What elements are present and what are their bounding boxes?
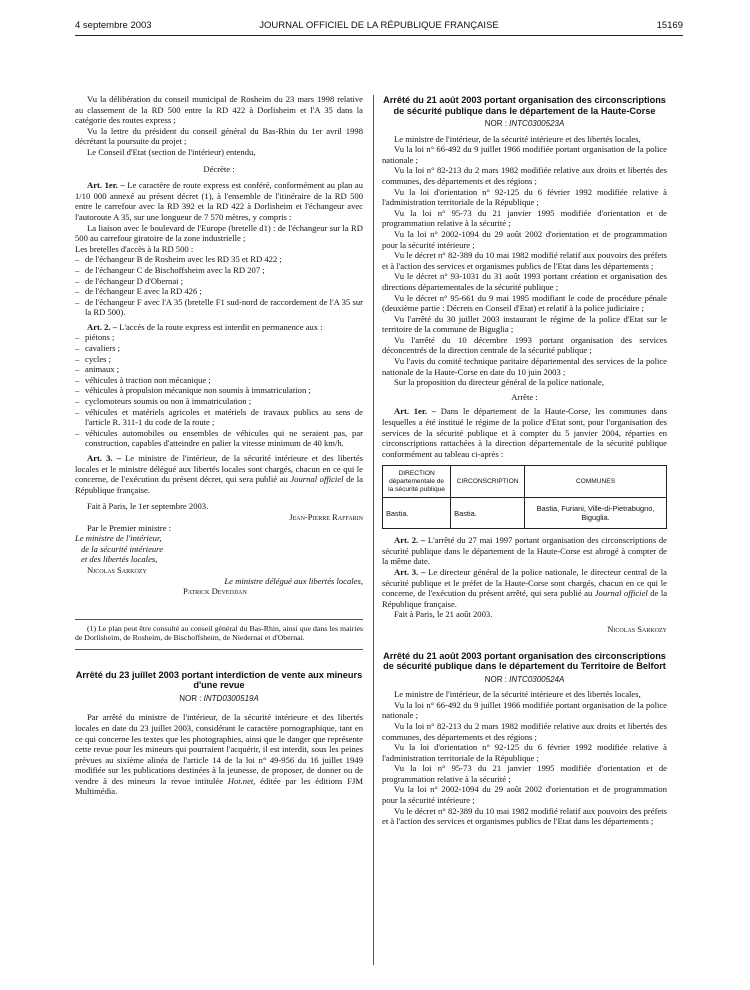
paragraph: Vu la loi d'orientation n° 92-125 du 6 février 1992 modifiée relative à l'administration territoriale de la République ; [382,186,667,208]
nor-line [382,119,667,130]
journal-officiel-ref: Journal officiel [594,588,648,599]
list-item: – véhicules à propulsion mécanique non soumis à immatriculation ; [75,385,363,396]
list-item: – véhicules à traction non mécanique ; [75,375,363,386]
article-text: Le ministre de l'intérieur, de la sécurité intérieure et des libertés locales et le ministre délégué aux libertés locales sont chargés, chacun en ce qui le concerne, de l'exécution du présent décret, qui sera publié au [75,453,363,485]
list-item: – de l'échangeur B de Rosheim avec les RD 35 et RD 422 ; [75,254,363,265]
list-item: – animaux ; [75,364,363,375]
arrete-text [75,712,363,797]
arrete-title: Arrêté du 21 août 2003 portant organisation des circonscriptions de sécurité publique dans le département du Territoire de Belfort [383,650,666,672]
article-text: Le directeur général de la police nationale, le directeur central de la sécurité publique et le préfet de la Haute-Corse sont chargés, chacun en ce qui le concerne, de l'exécution du présent arrêté, qui sera publié au [382,566,667,599]
paragraph: Le ministre de l'intérieur, de la sécurité intérieure et des libertés locales, [394,133,641,144]
fait-line: Fait à Paris, le 1er septembre 2003. [87,501,209,512]
list-item: – de l'échangeur F avec l'A 35 (bretelle F1 sud-nord de raccordement de l'A 35 sur la RD 500). [75,297,363,318]
paragraph: Vu la loi n° 2002-1094 du 29 août 2002 d'orientation et de programmation pour la sécurité intérieure ; [382,784,667,806]
paragraph: Vu l'arrêté du 10 décembre 1993 portant organisation des services déconcentrés de la direction centrale de la sécurité publique ; [382,334,667,356]
table-header: DIRECTION départementale de la sécurité publique [383,466,451,498]
header-journal-title: JOURNAL OFFICIEL DE LA RÉPUBLIQUE FRANÇAISE [259,20,499,31]
paragraph: Vu la loi n° 82-213 du 2 mars 1982 modifiée relative aux droits et libertés des communes, des départements et des régions ; [382,720,667,742]
article-1 [382,406,667,459]
list-item: – de l'échangeur E avec la RD 426 ; [75,286,363,297]
article-2-list [75,332,363,449]
header-page-number: 15169 [656,20,683,31]
nor-label: NOR : [179,693,202,703]
paragraph: La liaison avec le boulevard de l'Europe (bretelle d1) : de l'échangeur sur la RD 500 au carrefour giratoire de la zone industrielle ; [75,222,363,244]
circonscriptions-table [382,465,667,529]
paragraph: éditée par les éditions FJM Multimédia. [75,775,363,797]
right-column [382,95,667,827]
article-heading: Art. 3. – [394,566,426,577]
paragraph: Vu la loi n° 66-492 du 9 juillet 1966 modifiée portant organisation de la police nationale ; [382,699,667,721]
footnote: (1) Le plan peut être consulté au conseil général du Bas-Rhin, ainsi que dans les mairies de Dorlisheim, de Rosheim, de Bischoffsheim, de Niedernai et d'Obernai. [75,623,363,643]
nor-code: INTD0300519A [203,693,259,703]
paragraph: Vu la loi n° 95-73 du 21 janvier 1995 modifiée d'orientation et de programmation relative à la sécurité ; [382,207,667,229]
article-heading: Art. 1er. – [87,180,125,191]
article-text: Le caractère de route express est conféré, conformément au plan au 1/10 000 annexé au présent décret (1), à l'ensemble de l'itinéraire de la RD 500 entre le carrefour avec la RD 392 et la RD 422 à Dorlisheim et l'échangeur avec l'autoroute A 35, sur une longueur de 7 570 mètres, y compris : [75,180,363,222]
signature: Patrick Devedjian [183,586,247,597]
par-line: Par le Premier ministre : [87,522,172,533]
article-text: de la République française. [382,588,668,609]
signature: Nicolas Sarkozy [607,623,667,634]
header-date: 4 septembre 2003 [75,20,152,31]
paragraph: Vu la loi d'orientation n° 92-125 du 6 février 1992 modifiée relative à l'administration territoriale de la République ; [382,742,667,763]
paragraph: Vu la loi n° 66-492 du 9 juillet 1966 modifiée portant organisation de la police nationale ; [382,144,667,165]
arrete-title: Arrêté du 21 août 2003 portant organisation des circonscriptions de sécurité publique dans le département de la Haute-Corse [383,95,666,116]
article-heading: Art. 1er. – [394,406,436,417]
table-cell: Bastia. [383,498,451,529]
paragraph: Vu la lettre du président du conseil général du Bas-Rhin du 1er avril 1998 décrétant la poursuite du projet ; [75,125,363,147]
journal-officiel-ref: Journal officiel [290,474,344,485]
article-1-list [75,254,363,318]
revue-name: Hot.net, [227,775,256,786]
paragraph: Vu l'arrêté du 30 juillet 2003 instaurant le régime de la police d'Etat sur le territoire de la commune de Biguglia ; [382,313,667,335]
list-item: – de l'échangeur C de Bischoffsheim avec la RD 207 ; [75,265,363,276]
article-3 [75,453,363,495]
article-heading: Art. 3. – [87,453,121,463]
article-2 [382,535,667,567]
article-text: Dans le département de la Haute-Corse, les communes dans lesquelles a été institué le régime de la police d'Etat sont, pour l'organisation des services de la sécurité publique et à compter du 5 janvier 2004, réparties en circonscriptions rattachées à la direction départementale de la sécurité publique conformément au tableau ci-après : [382,406,667,459]
paragraph: Les bretelles d'accès à la RD 500 : [75,243,194,254]
article-3 [382,567,667,609]
list-item: – piétons ; [75,332,363,343]
minister-title: et des libertés locales, [81,554,158,565]
paragraph: Vu l'avis du comité technique paritaire départemental des services de la police nationale de la Haute-Corse en date du 10 juin 2003 ; [382,356,667,377]
arrete-heading: Arrête : [511,391,538,402]
article-text: L'accès de la route express est interdit en permanence aux : [119,321,323,332]
nor-line [382,675,667,686]
list-item: – cycles ; [75,354,363,365]
paragraph: Vu le décret n° 93-1031 du 31 août 1993 portant création et organisation des directions départementales de la sécurité publique ; [382,271,667,292]
paragraph: Par arrêté du ministre de l'intérieur, de la sécurité intérieure et des libertés locales en date du 23 juillet 2003, considérant le caractère pornographique, tant en ce qui concerne les textes que les photographies, ainsi que le danger que représente cette revue pour les mineurs qui pourraient l'acquérir, il est interdit, sous les peines prévues au sixième alinéa de l'article 14 de la loi n° 49-956 du 16 juillet 1949 modifiée sur les publications destinées à la jeunesse, de proposer, de donner ou de vendre à des mineurs la revue intitulée [75,712,363,786]
minister-title: de la sécurité intérieure [81,543,164,554]
column-divider [373,95,374,965]
minister-title: Le ministre de l'intérieur, [75,533,162,544]
section-rule [75,649,363,650]
list-item: – véhicules automobiles ou ensembles de véhicules qui ne seraient pas, par construction, capables d'atteindre en palier la vitesse minimum de 40 km/h. [75,428,363,449]
nor-line [75,694,363,705]
paragraph: Vu la loi n° 2002-1094 du 29 août 2002 d'orientation et de programmation pour la sécurité intérieure ; [382,228,667,250]
paragraph: Le Conseil d'Etat (section de l'intérieur) entendu, [87,146,256,157]
left-column [75,94,363,797]
nor-label: NOR : [484,119,507,128]
table-cell: Bastia. [451,498,525,529]
nor-code: INTC0300524A [509,674,565,684]
arrete-title: Arrêté du 23 juillet 2003 portant interdiction de vente aux mineurs d'une revue [75,669,363,691]
table-header-row [383,466,667,498]
list-item: – de l'échangeur D d'Obernai ; [75,276,363,287]
fait-line: Fait à Paris, le 21 août 2003. [394,609,493,620]
article-heading: Art. 2. – [87,321,118,332]
page-header [75,20,683,34]
nor-label: NOR : [484,674,507,684]
signature: Nicolas Sarkozy [87,564,147,575]
nor-code: INTC0300523A [509,119,565,128]
article-text: de la République française. [75,474,363,495]
table-cell: Bastia, Furiani, Ville-di-Pietrabugno, Biguglia. [524,498,666,529]
paragraph: Vu la loi n° 82-213 du 2 mars 1982 modifiée relative aux droits et libertés des communes, des départements et des régions ; [382,165,667,186]
list-item: – véhicules et matériels agricoles et matériels de travaux publics au sens de l'article R. 311-1 du code de la route ; [75,407,363,428]
paragraph: Vu le décret n° 82-389 du 10 mai 1982 modifié relatif aux pouvoirs des préfets et à l'action des services et organismes publics de l'Etat dans les départements ; [382,805,667,827]
paragraph: Vu la loi n° 95-73 du 21 janvier 1995 modifiée d'orientation et de programmation relative à la sécurité ; [382,763,667,784]
header-rule [75,35,683,36]
table-header: CIRCONSCRIPTION [451,466,525,498]
table-row [383,498,667,529]
article-heading: Art. 2. – [394,535,426,546]
paragraph: Vu le décret n° 95-661 du 9 mai 1995 modifiant le code de procédure pénale (deuxième partie : Décrets en Conseil d'Etat) et relatif à la police judiciaire ; [382,292,667,314]
paragraph: Le ministre de l'intérieur, de la sécurité intérieure et des libertés locales, [394,689,641,700]
list-item: – cavaliers ; [75,343,363,354]
paragraph: Vu le décret n° 82-389 du 10 mai 1982 modifié relatif aux pouvoirs des préfets et à l'action des services et organismes publics de l'Etat dans les départements ; [382,250,667,271]
minister-title: Le ministre délégué aux libertés locales, [224,575,363,586]
decrete-heading: Décrète : [203,163,235,174]
table-header: COMMUNES [524,466,666,498]
list-item: – cyclomoteurs soumis ou non à immatriculation ; [75,396,363,407]
article-text: L'arrêté du 27 mai 1997 portant organisation des circonscriptions de sécurité publique dans le département de la Haute-Corse est abrogé à compter de la même date. [382,535,667,567]
footnote-rule [75,619,363,620]
signature: Jean-Pierre Raffarin [289,511,363,522]
article-2 [75,322,363,333]
visas-list [382,689,667,827]
article-1 [75,180,363,222]
visas-list [382,134,667,388]
paragraph: Sur la proposition du directeur général de la police nationale, [394,377,604,388]
paragraph: Vu la délibération du conseil municipal de Rosheim du 23 mars 1998 relative au classement de la RD 500 entre la RD 422 à Dorlisheim et l'A 35 dans la catégorie des routes express ; [75,94,363,126]
